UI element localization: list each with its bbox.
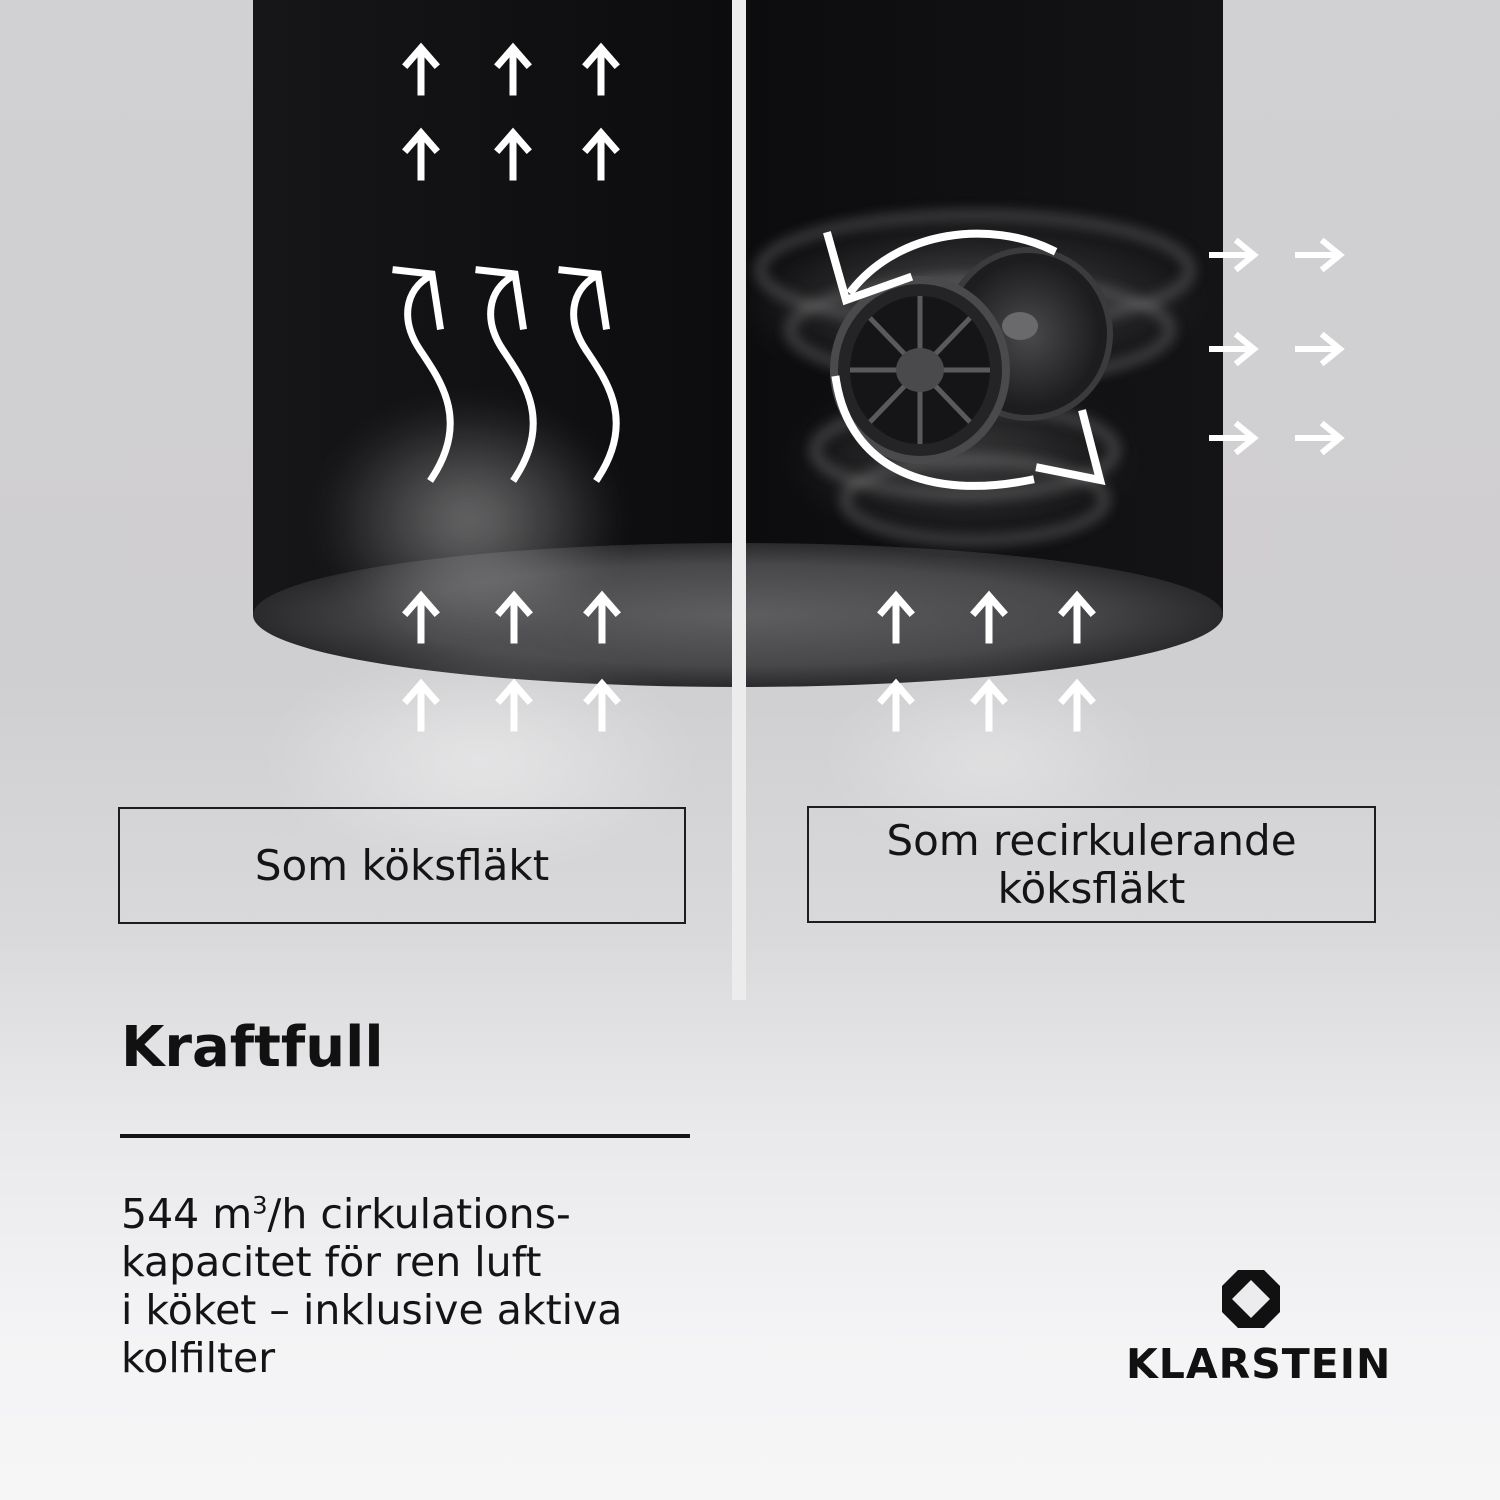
mode-divider-line — [732, 0, 746, 1000]
description-line1-suffix: /h cirkulations- — [267, 1190, 571, 1238]
mode-label-exhaust-text: Som köksfläkt — [254, 840, 550, 890]
arrow-icon — [1298, 242, 1340, 268]
klarstein-octagon-logo-icon — [1218, 1266, 1284, 1332]
arrow-icon — [1298, 425, 1340, 451]
description — [121, 1190, 681, 1382]
description-line3: i köket – inklusive aktiva — [121, 1286, 623, 1334]
description-line1-prefix: 544 m — [121, 1190, 253, 1238]
headline-divider — [120, 1134, 690, 1138]
description-superscript: 3 — [252, 1191, 268, 1220]
mode-label-recirculation — [807, 806, 1376, 923]
mode-label-recirculation-line2: köksfläkt — [997, 863, 1186, 913]
mode-label-recirculation-line1: Som recirkulerande — [886, 815, 1297, 865]
mode-label-exhaust — [118, 807, 686, 924]
brand-name: KLARSTEIN — [1126, 1340, 1392, 1388]
arrow-icon — [1298, 336, 1340, 362]
description-line4: kolfilter — [121, 1334, 276, 1382]
mode-label-recirculation-text — [886, 817, 1296, 913]
description-line2: kapacitet för ren luft — [121, 1238, 542, 1286]
headline: Kraftfull — [121, 1015, 384, 1080]
outflow-arrows — [1212, 242, 1340, 451]
